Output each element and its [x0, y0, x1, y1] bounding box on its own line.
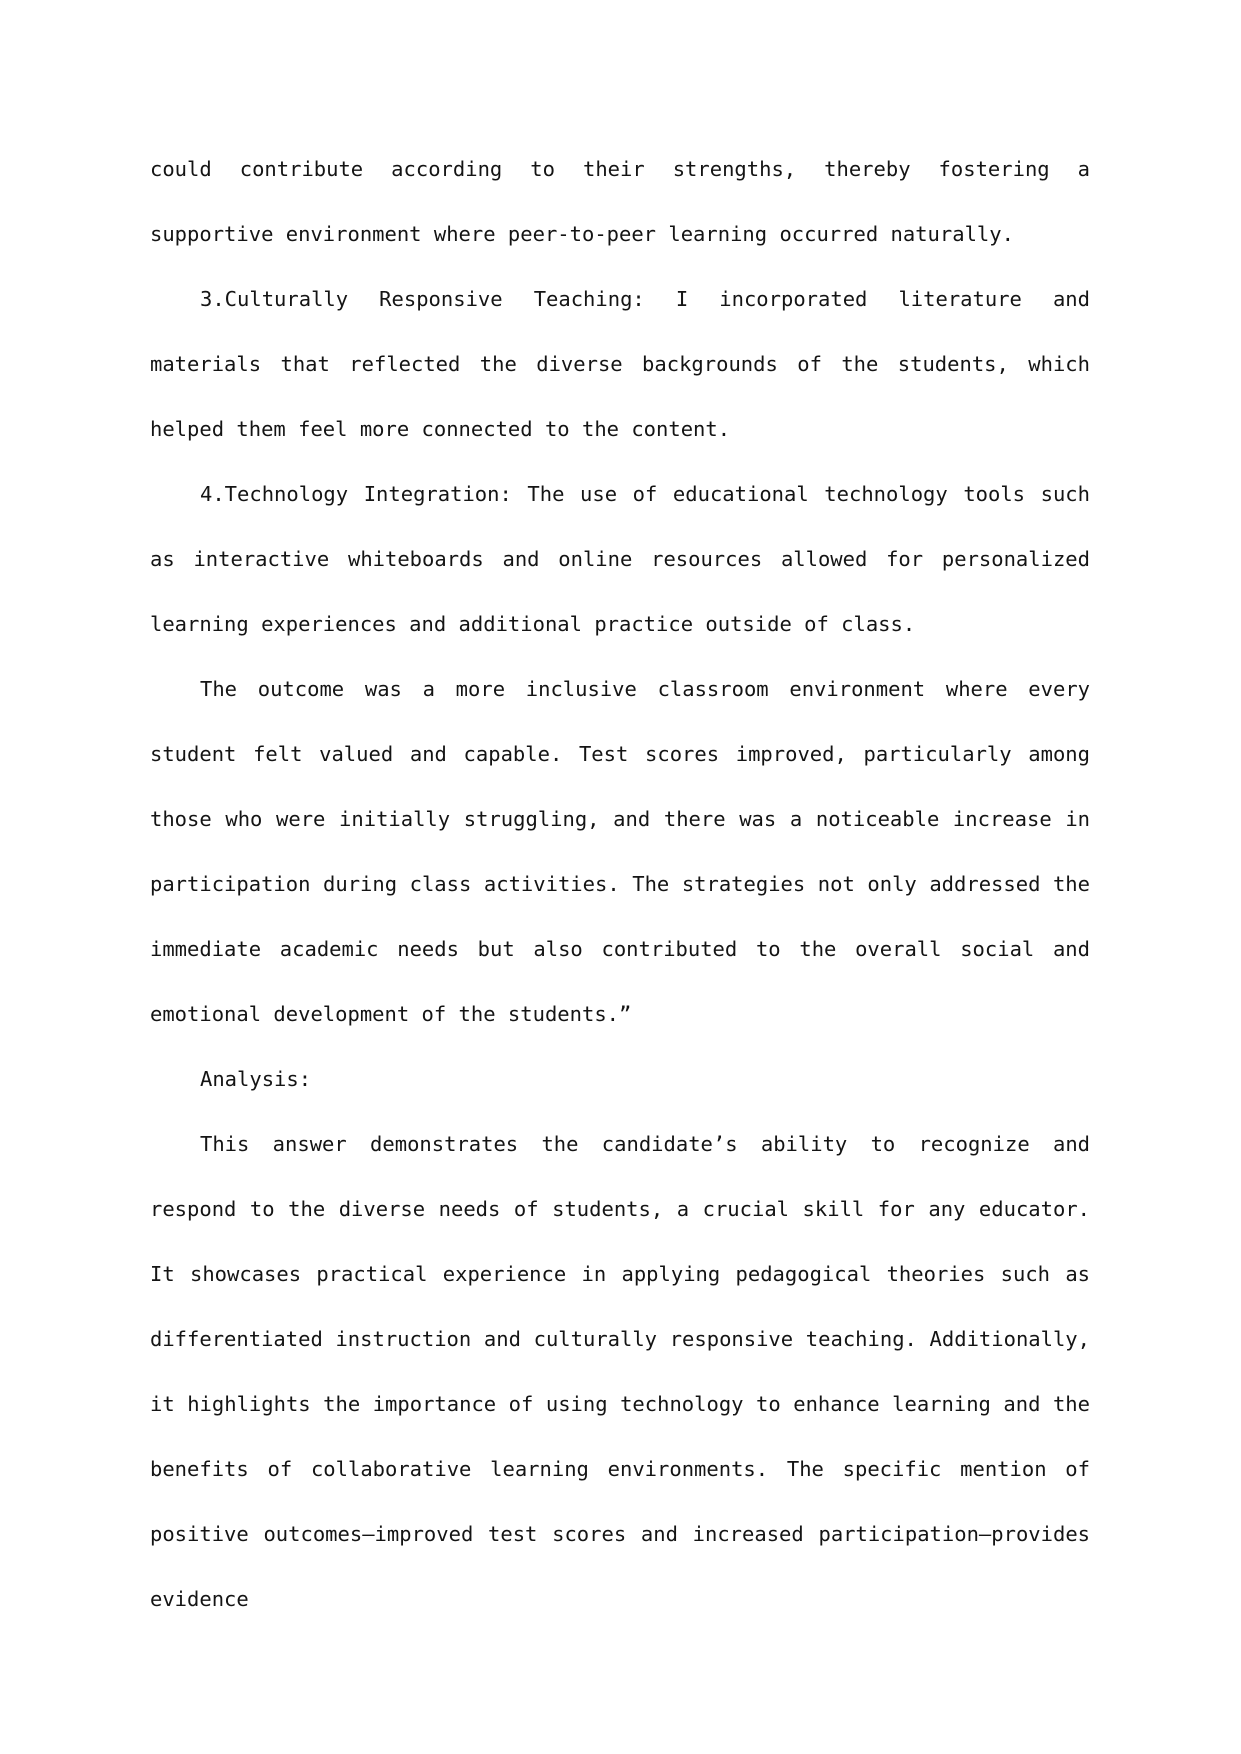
paragraph-outcome: The outcome was a more inclusive classroom environment where every student felt valued and capable. Test scores improved, particularly among those who were initially struggling, and there was a noticeable increase in participation during class activities. The strategies not only addressed the immediate academic needs but also contributed to the overall social and emotional development of the students.” — [150, 677, 1090, 1026]
paragraph-technology-integration: 4.Technology Integration: The use of educational technology tools such as interactive whiteboards and online resources allowed for personalized learning experiences and additional practice outside of class. — [150, 482, 1090, 636]
paragraph-culturally-responsive-teaching: 3.Culturally Responsive Teaching: I incorporated literature and materials that reflected the diverse backgrounds of the students, which helped them feel more connected to the content. — [150, 287, 1090, 441]
paragraph-analysis: This answer demonstrates the candidate’s ability to recognize and respond to the diverse needs of students, a crucial skill for any educator. It showcases practical experience in applying pedagogical theories such as differentiated instruction and culturally responsive teaching. Additionally, it highlights the importance of using technology to enhance learning and the benefits of collaborative learning environments. The specific mention of positive outcomes—improved test scores and increased participation—provides evidence — [150, 1132, 1090, 1611]
document-body — [150, 137, 1090, 1632]
analysis-heading: Analysis: — [200, 1067, 312, 1091]
paragraph-continuation: could contribute according to their strengths, thereby fostering a supportive environment where peer-to-peer learning occurred naturally. — [150, 157, 1090, 246]
